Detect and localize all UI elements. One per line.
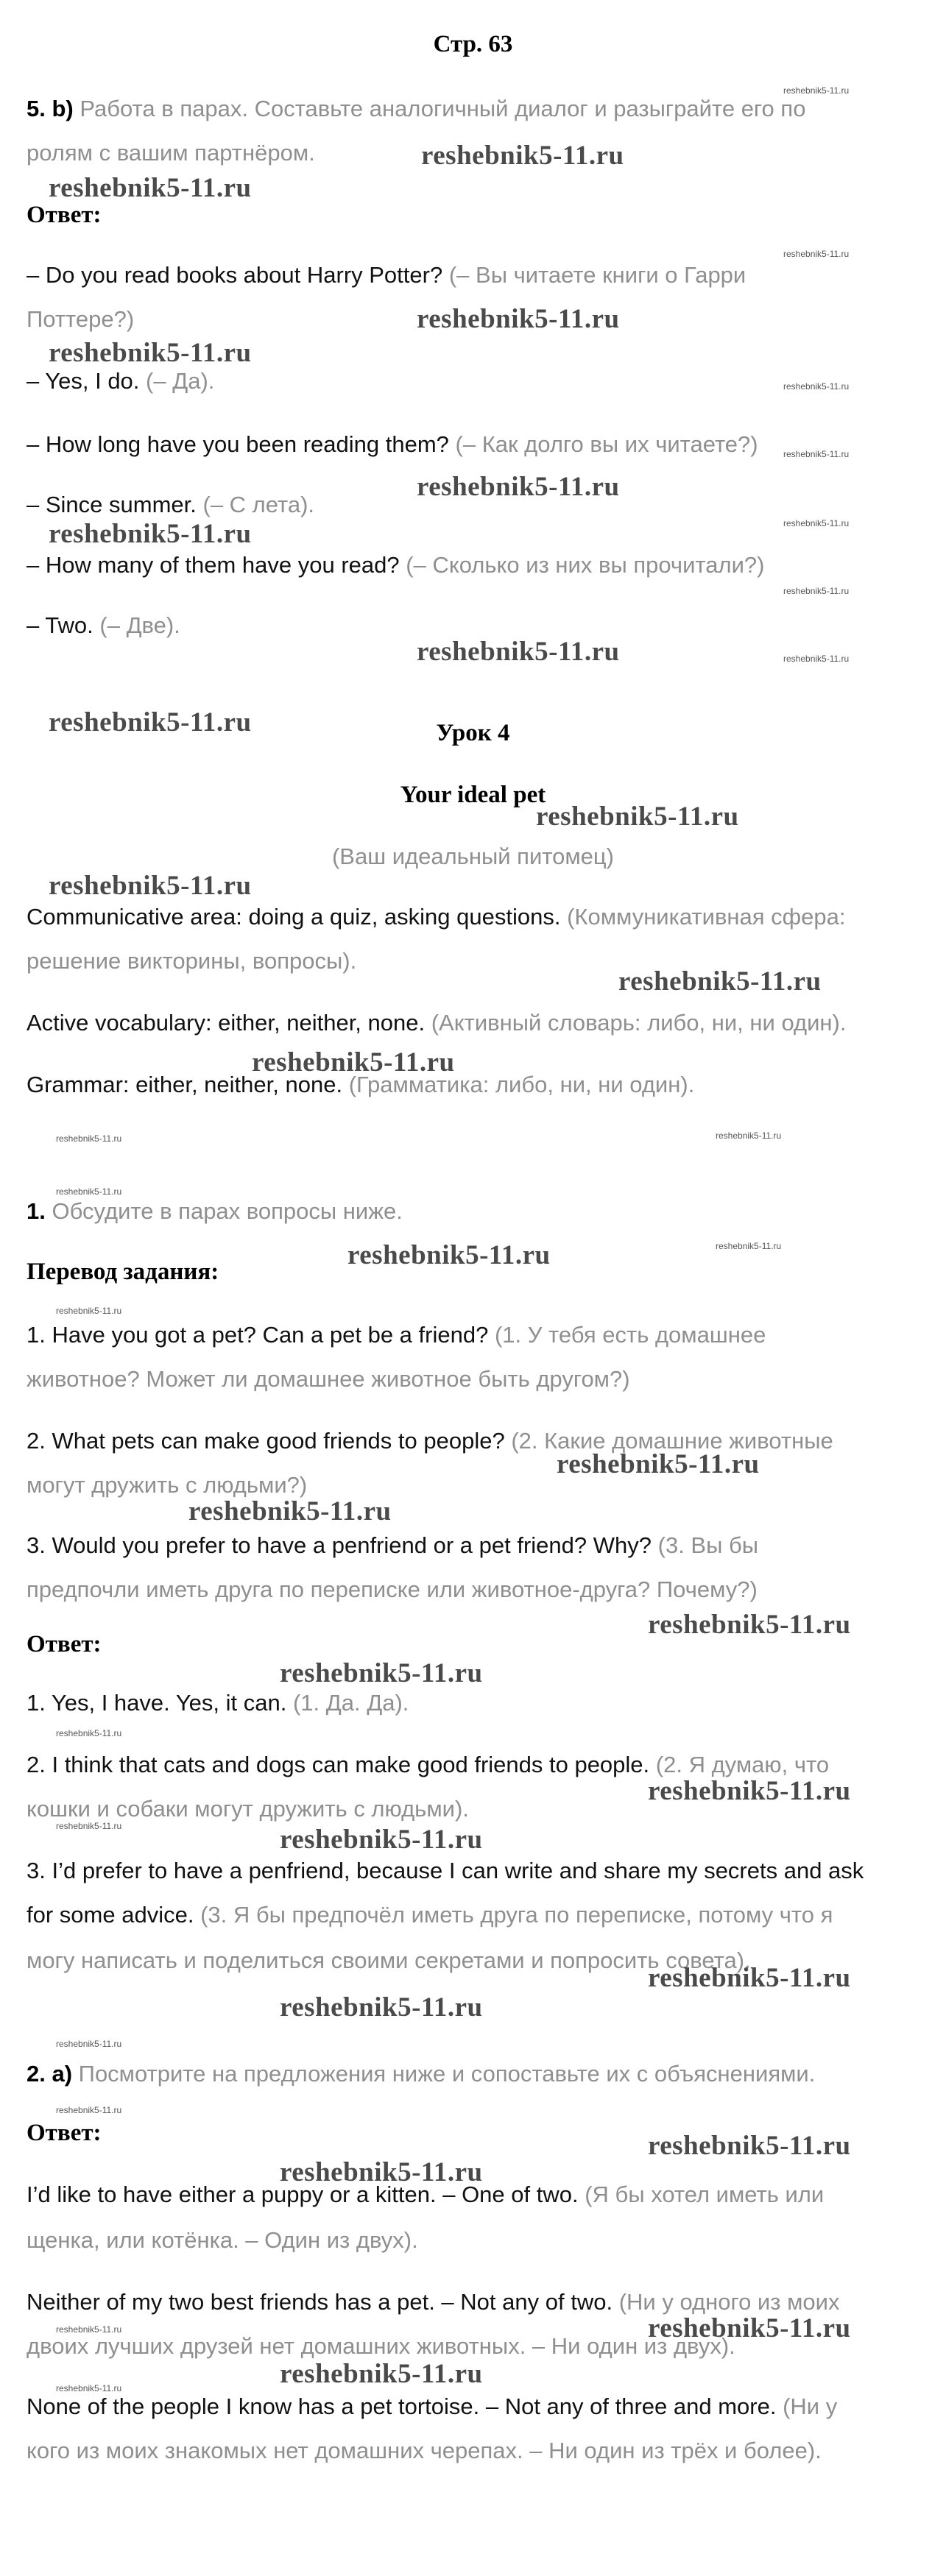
answer-label: Ответ: bbox=[27, 202, 102, 228]
dialog-en: – Two. bbox=[27, 612, 93, 638]
answer-ru: (2. Я думаю, что bbox=[655, 1752, 830, 1777]
question-ru: (1. У тебя есть домашнее bbox=[494, 1322, 766, 1348]
vocab-en: Active vocabulary: either, neither, none. bbox=[27, 1010, 426, 1036]
dialog-line bbox=[27, 608, 180, 643]
watermark-small: reshebnik5-11.ru bbox=[56, 1728, 122, 1738]
answer-en: 2. I think that cats and dogs can make good friends to people. bbox=[27, 1752, 650, 1777]
dialog-en: – Yes, I do. bbox=[27, 368, 140, 394]
watermark: reshebnik5-11.ru bbox=[648, 2313, 851, 2343]
question-1-cont: животное? Может ли домашнее животное быть другом?) bbox=[27, 1366, 630, 1392]
lesson-title: Урок 4 bbox=[436, 720, 510, 746]
dialog-ru: (– С лета). bbox=[202, 492, 315, 517]
dialog-en: – How long have you been reading them? bbox=[27, 431, 449, 457]
task5b-line1 bbox=[27, 91, 805, 127]
watermark: reshebnik5-11.ru bbox=[648, 1776, 851, 1806]
dialog-line bbox=[27, 427, 758, 462]
watermark: reshebnik5-11.ru bbox=[618, 966, 822, 997]
watermark-small: reshebnik5-11.ru bbox=[56, 2039, 122, 2049]
watermark: reshebnik5-11.ru bbox=[49, 871, 252, 901]
task-text: Посмотрите на предложения ниже и сопоставьте их с объяснениями. bbox=[78, 2061, 816, 2087]
lesson-subtitle-translation: (Ваш идеальный питомец) bbox=[331, 843, 614, 869]
dialog-ru: (– Сколько из них вы прочитали?) bbox=[406, 552, 765, 578]
answer-3-cont bbox=[27, 1897, 833, 1933]
watermark: reshebnik5-11.ru bbox=[49, 173, 252, 203]
watermark-small: reshebnik5-11.ru bbox=[783, 518, 850, 528]
dialog-line bbox=[27, 487, 314, 523]
answer-en: 1. Yes, I have. Yes, it can. bbox=[27, 1690, 287, 1716]
watermark: reshebnik5-11.ru bbox=[417, 637, 620, 667]
task1-header bbox=[27, 1194, 403, 1229]
watermark: reshebnik5-11.ru bbox=[49, 519, 252, 549]
watermark-small: reshebnik5-11.ru bbox=[783, 249, 850, 259]
watermark-small: reshebnik5-11.ru bbox=[56, 2383, 122, 2393]
answer-ru: (3. Я бы предпочёл иметь друга по переписке, потому что я bbox=[200, 1902, 833, 1928]
sentence-3-cont: кого из моих знакомых нет домашних черепах. – Ни один из трёх и более). bbox=[27, 2438, 822, 2463]
question-ru: (2. Какие домашние животные bbox=[511, 1428, 833, 1454]
communicative-area bbox=[27, 899, 846, 935]
question-2-cont: могут дружить с людьми?) bbox=[27, 1472, 308, 1498]
watermark-small: reshebnik5-11.ru bbox=[783, 85, 850, 96]
task-number: 2. a) bbox=[27, 2061, 73, 2087]
task-text: Работа в парах. Составьте аналогичный диалог и разыграйте его по bbox=[80, 96, 806, 121]
task5b-line2: ролям с вашим партнёром. bbox=[27, 140, 315, 166]
watermark-small: reshebnik5-11.ru bbox=[783, 586, 850, 596]
dialog-en: – Do you read books about Harry Potter? bbox=[27, 262, 443, 288]
dialog-line bbox=[27, 548, 764, 583]
dialog-line bbox=[27, 258, 746, 293]
dialog-ru: (– Вы читаете книги о Гарри bbox=[448, 262, 746, 288]
sentence-en: Neither of my two best friends has a pet. – Not any of two. bbox=[27, 2289, 613, 2315]
lesson-subtitle: Your ideal pet bbox=[400, 782, 546, 808]
question-en: 1. Have you got a pet? Can a pet be a friend? bbox=[27, 1322, 489, 1348]
sentence-2-cont: двоих лучших друзей нет домашних животных. – Ни один из двух). bbox=[27, 2333, 735, 2359]
grammar-en: Grammar: either, neither, none. bbox=[27, 1072, 343, 1097]
task-text: Обсудите в парах вопросы ниже. bbox=[52, 1198, 403, 1224]
page-number: Стр. 63 bbox=[433, 31, 513, 57]
translation-label: Перевод задания: bbox=[27, 1259, 219, 1285]
watermark: reshebnik5-11.ru bbox=[648, 1963, 851, 1993]
answer-label: Ответ: bbox=[27, 1631, 102, 1657]
watermark-small: reshebnik5-11.ru bbox=[56, 2105, 122, 2115]
watermark: reshebnik5-11.ru bbox=[421, 141, 624, 171]
watermark: reshebnik5-11.ru bbox=[49, 707, 252, 737]
sentence-ru: (Ни у одного из моих bbox=[618, 2289, 840, 2315]
task-number: 1. bbox=[27, 1198, 46, 1224]
watermark: reshebnik5-11.ru bbox=[280, 2157, 483, 2187]
sentence-en: I’d like to have either a puppy or a kitten. – One of two. bbox=[27, 2182, 579, 2207]
watermark: reshebnik5-11.ru bbox=[280, 2359, 483, 2389]
question-en: 2. What pets can make good friends to people? bbox=[27, 1428, 505, 1454]
watermark: reshebnik5-11.ru bbox=[417, 472, 620, 502]
question-1 bbox=[27, 1317, 766, 1353]
watermark: reshebnik5-11.ru bbox=[417, 304, 620, 334]
answer-en: for some advice. bbox=[27, 1902, 194, 1928]
question-3 bbox=[27, 1528, 758, 1563]
watermark: reshebnik5-11.ru bbox=[280, 1825, 483, 1855]
watermark-small: reshebnik5-11.ru bbox=[56, 2324, 122, 2335]
watermark: reshebnik5-11.ru bbox=[252, 1047, 455, 1078]
vocab-ru: (Активный словарь: либо, ни, ни один). bbox=[431, 1010, 847, 1036]
answer-3: 3. I’d prefer to have a penfriend, because I can write and share my secrets and ask bbox=[27, 1858, 864, 1883]
watermark: reshebnik5-11.ru bbox=[648, 2131, 851, 2161]
comm-en: Communicative area: doing a quiz, asking questions. bbox=[27, 904, 561, 930]
question-ru: (3. Вы бы bbox=[657, 1532, 759, 1558]
answer-1 bbox=[27, 1685, 409, 1721]
watermark: reshebnik5-11.ru bbox=[280, 1658, 483, 1688]
answer-2-cont: кошки и собаки могут дружить с людьми). bbox=[27, 1796, 469, 1822]
question-3-cont: предпочли иметь друга по переписке или животное-друга? Почему?) bbox=[27, 1577, 758, 1602]
watermark: reshebnik5-11.ru bbox=[648, 1610, 851, 1640]
answer-ru: (1. Да. Да). bbox=[292, 1690, 409, 1716]
dialog-line bbox=[27, 364, 214, 399]
sentence-1-cont: щенка, или котёнка. – Один из двух). bbox=[27, 2227, 418, 2253]
task-number: 5. b) bbox=[27, 96, 74, 121]
watermark-small: reshebnik5-11.ru bbox=[783, 449, 850, 459]
answer-3-cont2: могу написать и поделиться своими секретами и попросить совета). bbox=[27, 1947, 751, 1973]
answer-label: Ответ: bbox=[27, 2120, 102, 2146]
question-en: 3. Would you prefer to have a penfriend or a pet friend? Why? bbox=[27, 1532, 652, 1558]
dialog-ru: (– Да). bbox=[146, 368, 215, 394]
dialog-en: – Since summer. bbox=[27, 492, 197, 517]
watermark-small: reshebnik5-11.ru bbox=[56, 1186, 122, 1197]
sentence-ru: (Ни у bbox=[783, 2393, 838, 2419]
watermark: reshebnik5-11.ru bbox=[188, 1496, 392, 1526]
watermark-small: reshebnik5-11.ru bbox=[783, 381, 850, 392]
sentence-en: None of the people I know has a pet tortoise. – Not any of three and more. bbox=[27, 2393, 777, 2419]
watermark: reshebnik5-11.ru bbox=[280, 1992, 483, 2023]
task2a-header bbox=[27, 2056, 815, 2092]
active-vocabulary bbox=[27, 1005, 846, 1041]
communicative-area-cont: решение викторины, вопросы). bbox=[27, 948, 357, 974]
dialog-ru: (– Как долго вы их читаете?) bbox=[455, 431, 758, 457]
watermark-small: reshebnik5-11.ru bbox=[56, 1821, 122, 1831]
comm-ru: (Коммуникативная сфера: bbox=[567, 904, 846, 930]
watermark-small: reshebnik5-11.ru bbox=[716, 1241, 782, 1251]
sentence-3 bbox=[27, 2389, 837, 2424]
dialog-ru-cont: Поттере?) bbox=[27, 306, 135, 332]
watermark: reshebnik5-11.ru bbox=[347, 1240, 551, 1270]
watermark: reshebnik5-11.ru bbox=[49, 338, 252, 368]
sentence-ru: (Я бы хотел иметь или bbox=[585, 2182, 825, 2207]
grammar-ru: (Грамматика: либо, ни, ни один). bbox=[348, 1072, 695, 1097]
watermark-small: reshebnik5-11.ru bbox=[56, 1133, 122, 1144]
watermark-small: reshebnik5-11.ru bbox=[56, 1306, 122, 1316]
watermark: reshebnik5-11.ru bbox=[536, 802, 739, 832]
watermark-small: reshebnik5-11.ru bbox=[716, 1130, 782, 1141]
watermark-small: reshebnik5-11.ru bbox=[783, 654, 850, 664]
dialog-en: – How many of them have you read? bbox=[27, 552, 400, 578]
dialog-ru: (– Две). bbox=[99, 612, 180, 638]
watermark: reshebnik5-11.ru bbox=[557, 1449, 760, 1479]
